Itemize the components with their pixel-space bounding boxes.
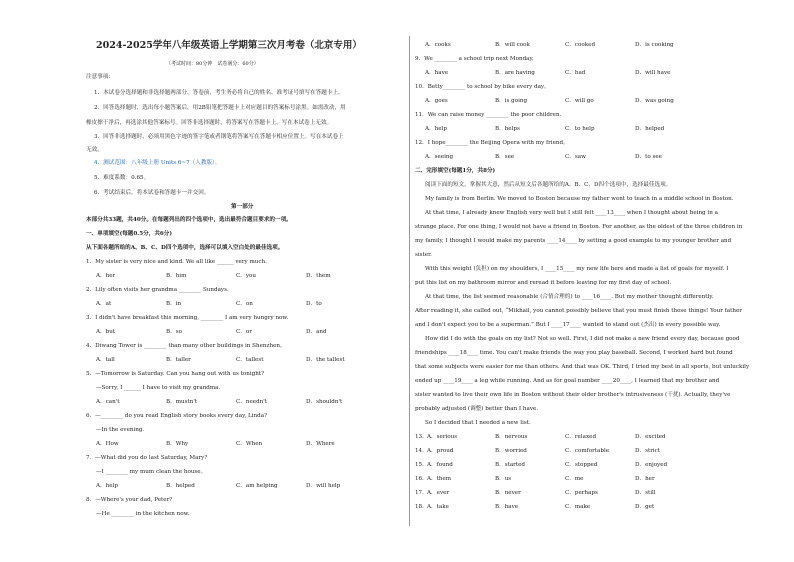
question-10-option-b[interactable]: B．is going (495, 98, 528, 104)
passage-line: my family, I thought I would make my parents ____14____ by setting a good example to my younger brother and (415, 238, 732, 244)
question-12-option-d[interactable]: D．to see (635, 154, 662, 160)
section2-desc: 阅读下面的短文，掌握其大意，然后从短文后各题所给的A、B、C、D四个选项中，选择最佳选项。 (425, 182, 672, 188)
question-4-option-c[interactable]: C．tallest (236, 357, 264, 363)
section2-title: 二、完形填空(每题1分，共8分) (415, 168, 496, 174)
question-2-option-d[interactable]: D．to (306, 301, 322, 307)
cloze-16-number: 16． (415, 476, 428, 482)
passage-line: that some subjects were easier for me than others. And that was OK. Third, I tried my best in all sports, but unluckily (415, 364, 750, 370)
question-7-reply: —I ________ my mum clean the house。 (96, 469, 207, 475)
passage-line: sister wanted to live their own life in Boston without their older brother's intrusiveness (干扰). Actually, they've (415, 392, 731, 398)
question-5-option-b[interactable]: B．mustn't (166, 399, 198, 405)
question-11-option-d[interactable]: D．helped (635, 126, 665, 132)
cloze-14-option-d[interactable]: D．strict (635, 448, 661, 454)
question-10-option-c[interactable]: C．will go (565, 98, 594, 104)
question-11-option-a[interactable]: A．help (425, 126, 447, 132)
question-2-option-c[interactable]: C．on (236, 301, 253, 307)
cloze-16-option-b[interactable]: B．us (495, 476, 512, 482)
passage-line: sister. (415, 252, 432, 258)
notice-2a: 2．回答选择题时，选出每小题答案后，用2B铅笔把答题卡上对应题目的答案标号涂黑。如需改动，用 (94, 105, 346, 111)
cloze-17-option-a[interactable]: A．ever (427, 490, 450, 496)
cloze-13-option-d[interactable]: D．excited (635, 434, 666, 440)
cloze-14-number: 14． (415, 448, 428, 454)
cloze-13-number: 13． (415, 434, 428, 440)
question-7-stem: 7．—What did you do last Saturday, Mary? (86, 455, 208, 461)
cloze-13-option-a[interactable]: A．serious (427, 434, 458, 440)
question-5-option-a[interactable]: A．can't (96, 399, 120, 405)
passage-line: friendships ____18____ time. You can't make friends the way you play baseball. Second, I worked hard but found (415, 350, 733, 356)
cloze-16-option-d[interactable]: D．her (635, 476, 655, 482)
cloze-14-option-b[interactable]: B．worried (495, 448, 527, 454)
cloze-17-number: 17． (415, 490, 428, 496)
cloze-16-option-a[interactable]: A．them (427, 476, 452, 482)
question-9-option-d[interactable]: D．will have (635, 70, 671, 76)
cloze-14-option-a[interactable]: A．proud (427, 448, 454, 454)
cloze-15-option-d[interactable]: D．enjoyed (635, 462, 668, 468)
question-6-reply: —In the evening. (96, 427, 145, 433)
question-8-option-c[interactable]: C．cooked (565, 42, 596, 48)
question-1-option-c[interactable]: C．you (236, 273, 257, 279)
question-1-stem: 1．My sister is very nice and kind. We all like ______ very much. (86, 259, 267, 265)
cloze-18-number: 18． (415, 504, 428, 510)
cloze-18-option-b[interactable]: B．have (495, 504, 519, 510)
question-2-option-b[interactable]: B．in (166, 301, 182, 307)
question-8-stem: 8．—Where's your dad, Peter? (86, 497, 173, 503)
question-5-stem: 5．—Tomorrow is Saturday. Can you hang out with us tonight? (86, 371, 265, 377)
section1-title: 一、单项填空(每题0.5分，共6分) (86, 231, 173, 237)
question-5-option-d[interactable]: D．shouldn't (306, 399, 343, 405)
passage-line: probably adjusted (调整) better than I have. (415, 406, 539, 412)
question-12-option-a[interactable]: A．seeing (425, 154, 454, 160)
cloze-13-option-b[interactable]: B．nervous (495, 434, 528, 440)
cloze-15-option-c[interactable]: C．stopped (565, 462, 598, 468)
question-9-option-c[interactable]: C．had (565, 70, 586, 76)
cloze-15-option-b[interactable]: B．started (495, 462, 525, 468)
question-1-option-a[interactable]: A．her (96, 273, 116, 279)
part1-desc: 本部分共33题，共40分。在每题列出的四个选项中，选出最符合题目要求的一项。 (86, 217, 292, 223)
passage-line: How did I do with the goals on my list? Not so well. First, I did not make a new friend every day, because good (425, 336, 740, 342)
passage-line: put this list on my bathroom mirror and reread it before leaving for my first day of school. (415, 280, 672, 286)
notice-6: 6．考试结束后，将本试卷和答题卡一并交回。 (94, 190, 210, 196)
notice-heading: 注意事项： (86, 74, 114, 80)
passage-line: So I decided that I needed a new list. (425, 420, 531, 426)
question-1-option-d[interactable]: D．them (306, 273, 331, 279)
cloze-18-option-a[interactable]: A．take (427, 504, 449, 510)
exam-subtitle: （考试时间：80分钟 试卷满分：60分） (166, 61, 259, 67)
section1-desc: 从下面各题所给的A、B、C、D四个选项中，选择可以填入空白处的最佳选项。 (86, 245, 284, 251)
passage-line: With this weight (负担) on my shoulders, I ____15____ my new life here and made a list of goals for myself. I (425, 266, 729, 272)
cloze-16-option-c[interactable]: C．me (565, 476, 584, 482)
cloze-17-option-c[interactable]: C．perhaps (565, 490, 598, 496)
question-10-option-a[interactable]: A．goes (425, 98, 448, 104)
question-4-option-d[interactable]: D．the tallest (306, 357, 345, 363)
question-10-option-d[interactable]: D．was going (635, 98, 674, 104)
question-5-option-c[interactable]: C．needn't (236, 399, 268, 405)
question-6-option-a[interactable]: A．How (96, 441, 119, 447)
question-6-option-c[interactable]: C．When (236, 441, 263, 447)
question-12-stem: 12．I hope________ the Beijing Opera with my friend。 (415, 140, 569, 146)
question-2-stem: 2．Lily often visits her grandma ________ Sundays. (86, 287, 229, 293)
cloze-14-option-c[interactable]: C．comfortable (565, 448, 610, 454)
cloze-15-option-a[interactable]: A．found (427, 462, 453, 468)
question-2-option-a[interactable]: A．at (96, 301, 112, 307)
question-3-option-a[interactable]: A．but (96, 329, 116, 335)
question-3-stem: 3．I didn't have breakfast this morning, ________ I am very hungry now. (86, 315, 289, 321)
question-12-option-c[interactable]: C．saw (565, 154, 586, 160)
cloze-18-option-d[interactable]: D．get (635, 504, 655, 510)
question-3-option-c[interactable]: C．or (236, 329, 252, 335)
question-4-stem: 4．Diwang Tower is ________ than many other buildings in Shenzhen。 (86, 343, 286, 349)
notice-2b: 橡皮擦干净后，再选涂其他答案标号。回答非选择题时，将答案写在答题卡上。写在本试卷上无效。 (86, 120, 333, 126)
question-5-reply: —Sorry, I ______ I have to visit my grandma. (96, 385, 221, 391)
question-11-stem: 11．We can raise money ________ the poor children. (415, 112, 562, 118)
question-6-option-d[interactable]: D．Where (306, 441, 335, 447)
column-divider (409, 36, 410, 526)
cloze-17-option-d[interactable]: D．still (635, 490, 656, 496)
notice-4: 4．测试范围：八年级上册 Units 6~7（人教版）。 (94, 160, 221, 166)
question-3-option-b[interactable]: B．so (166, 329, 182, 335)
question-9-stem: 9．We ________ a school trip next Monday. (415, 56, 534, 62)
passage-line: My family is from Berlin. We moved to Boston because my father went to teach in a middle school in Boston. (425, 196, 734, 202)
right-column (415, 0, 794, 562)
question-8-reply: —He ________ in the kitchen now. (96, 511, 190, 517)
cloze-18-option-c[interactable]: C．make (565, 504, 591, 510)
passage-line: and I don't expect you to be a superman.” But I ____17____ wanted to stand out (杰出) in every possible way. (415, 322, 721, 328)
passage-line: strange place. For one thing, I would not have a friend in Boston. For another, as the oldest of the three children in (415, 224, 743, 230)
question-6-option-b[interactable]: B．Why (166, 441, 189, 447)
question-8-option-a[interactable]: A．cooks (425, 42, 451, 48)
page-title: 2024-2025学年八年级英语上学期第三次月考卷（北京专用） (96, 40, 362, 51)
question-7-option-a[interactable]: A．help (96, 483, 118, 489)
cloze-15-number: 15． (415, 462, 428, 468)
passage-line: At that time, the list seemed reasonable (合情合理的) to ____16____. But my mother thought differently. (425, 294, 714, 300)
question-7-option-d[interactable]: D．will help (306, 483, 341, 489)
cloze-13-option-c[interactable]: C．relaxed (565, 434, 597, 440)
notice-5: 5．难度系数：0.65。 (94, 175, 150, 181)
notice-1: 1．本试卷分选择题和非选择题两部分。答卷前，考生务必将自己的姓名、准考证号填写在答题卡上。 (94, 90, 344, 96)
question-11-option-b[interactable]: B．helps (495, 126, 520, 132)
passage-line: At that time, I already knew English very well but I still felt ____13____ when I thought about being in a (425, 210, 718, 216)
question-1-option-b[interactable]: B．him (166, 273, 187, 279)
notice-3a: 3．回答非选择题时，必须用黑色字迹的签字笔或者钢笔将答案写在答题卡相应位置上。写在本试卷上 (94, 134, 344, 140)
question-4-option-b[interactable]: B．taller (166, 357, 191, 363)
question-4-option-a[interactable]: A．tall (96, 357, 115, 363)
cloze-17-option-b[interactable]: B．never (495, 490, 521, 496)
question-12-option-b[interactable]: B．see (495, 154, 515, 160)
question-9-option-a[interactable]: A．have (425, 70, 449, 76)
question-10-stem: 10．Betty________ to school by bike every day。 (415, 84, 550, 90)
question-7-option-c[interactable]: C．am helping (236, 483, 278, 489)
part1-title: 第一部分 (231, 204, 254, 210)
question-7-option-b[interactable]: B．helped (166, 483, 195, 489)
passage-line: ended up ____19____ a leg while running. And as for goal number ____20____, I learned that my brother and (415, 378, 720, 384)
question-6-stem: 6．—________ do you read English story books every day, Linda? (86, 413, 268, 419)
question-3-option-d[interactable]: D．and (306, 329, 327, 335)
question-8-option-d[interactable]: D．is cooking (635, 42, 674, 48)
passage-line: After reading it, she called out, “Mikhail, you cannot possibly believe that you must finish these things! Your father (415, 308, 742, 314)
question-8-option-b[interactable]: B．will cook (495, 42, 530, 48)
notice-3b: 无效。 (86, 147, 103, 153)
question-9-option-b[interactable]: B．are having (495, 70, 535, 76)
question-11-option-c[interactable]: C．to help (565, 126, 595, 132)
